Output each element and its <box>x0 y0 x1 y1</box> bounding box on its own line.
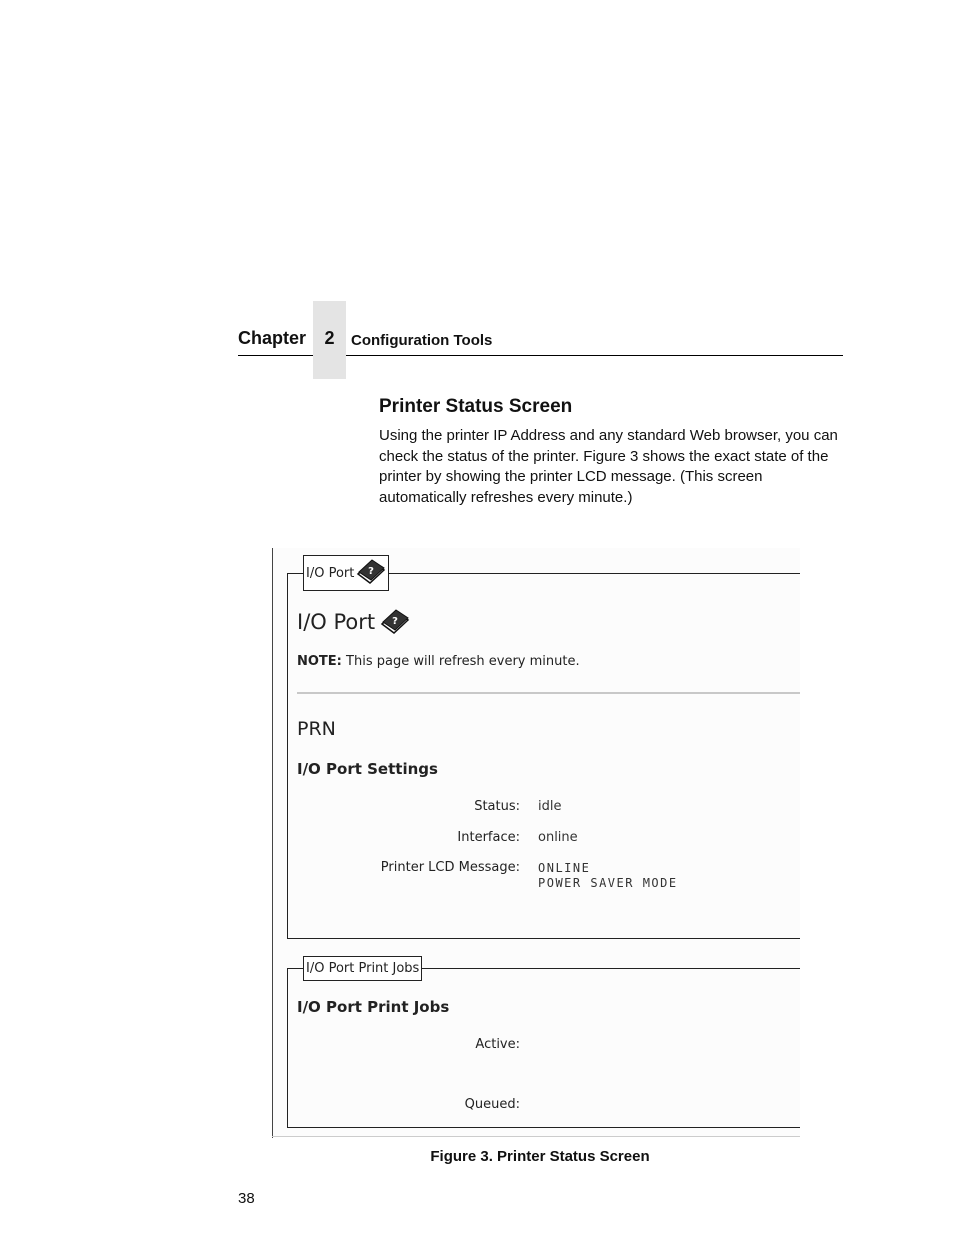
lcd-message-line-1: ONLINE <box>538 861 591 875</box>
interface-value: online <box>538 830 578 845</box>
lcd-message-line-2: POWER SAVER MODE <box>538 876 678 890</box>
fieldset-border <box>287 573 288 939</box>
status-value: idle <box>538 799 562 814</box>
figure-frame-left <box>272 548 273 1138</box>
page-title: I/O Port <box>297 610 376 634</box>
page-number: 38 <box>238 1190 255 1207</box>
settings-heading: I/O Port Settings <box>297 760 438 778</box>
svg-text:?: ? <box>368 566 374 577</box>
fieldset-border <box>287 938 800 939</box>
divider <box>297 692 800 694</box>
help-book-icon[interactable] <box>356 558 386 591</box>
port-name: PRN <box>297 718 336 740</box>
header-rule <box>346 355 843 356</box>
fieldset-border <box>287 968 288 1128</box>
refresh-note <box>297 654 580 669</box>
status-label: Status: <box>474 799 520 814</box>
print-jobs-legend-label: I/O Port Print Jobs <box>306 961 420 976</box>
svg-text:?: ? <box>392 616 398 627</box>
section-heading: Printer Status Screen <box>379 396 573 417</box>
figure-frame-bottom <box>272 1136 800 1137</box>
active-label: Active: <box>475 1037 520 1052</box>
section-body: Using the printer IP Address and any standard Web browser, you can check the status of the printer. Figure 3 shows the exact state of the printer by showing the printer LCD message. (This screen automatically refreshes every minute.) <box>379 427 838 506</box>
lcd-message-label: Printer LCD Message: <box>380 860 520 875</box>
chapter-label: Chapter <box>238 328 307 348</box>
chapter-title: Configuration Tools <box>351 332 493 349</box>
help-book-icon[interactable] <box>380 608 410 641</box>
figure-caption: Figure 3. Printer Status Screen <box>430 1148 650 1165</box>
fieldset-border <box>287 1127 800 1128</box>
interface-label: Interface: <box>457 830 520 845</box>
io-port-legend-label: I/O Port <box>306 566 355 581</box>
queued-label: Queued: <box>464 1097 520 1112</box>
print-jobs-heading: I/O Port Print Jobs <box>297 998 450 1016</box>
note-label: NOTE: <box>297 654 342 669</box>
note-text: This page will refresh every minute. <box>346 654 580 669</box>
header-rule-left <box>238 355 313 356</box>
chapter-number: 2 <box>324 328 335 348</box>
